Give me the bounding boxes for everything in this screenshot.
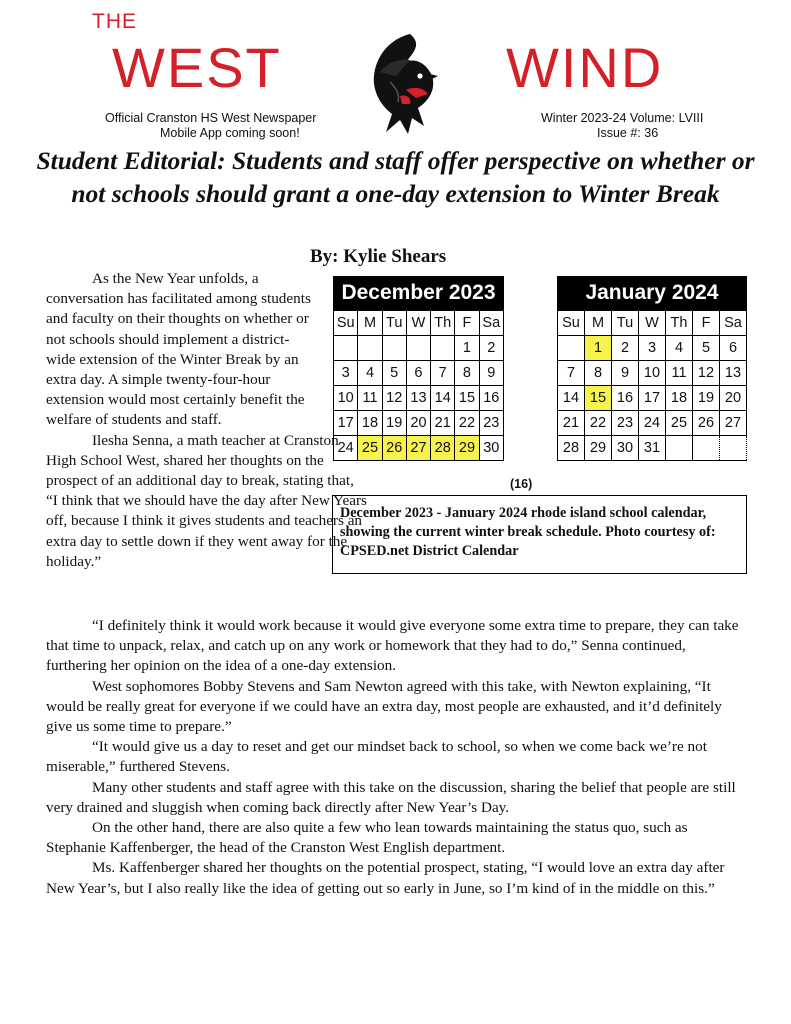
calendar-day-cell: 23 [479,411,503,436]
calendar-day-cell [334,336,358,361]
calendar-day-header: Su [334,311,358,336]
calendar-day-cell: 10 [639,361,666,386]
calendar-day-cell: 27 [720,411,747,436]
calendar-day-cell: 30 [479,436,503,461]
calendar-day-cell: 18 [666,386,693,411]
calendar-day-cell: 14 [558,386,585,411]
calendar-day-cell: 7 [558,361,585,386]
january-calendar-grid [557,310,747,461]
calendar-day-header: Tu [612,311,639,336]
calendar-day-cell: 22 [585,411,612,436]
calendar-day-cell: 15 [455,386,479,411]
calendar-day-cell: 10 [334,386,358,411]
calendar-day-cell: 6 [406,361,430,386]
calendar-day-cell [666,436,693,461]
calendar-day-header: F [455,311,479,336]
january-calendar [557,276,747,461]
calendar-day-cell: 7 [431,361,455,386]
article-body [46,616,750,899]
calendar-day-cell: 16 [479,386,503,411]
calendar-day-header: Th [431,311,455,336]
calendar-day-cell: 28 [558,436,585,461]
calendar-day-cell: 12 [382,386,406,411]
december-calendar-title: December 2023 [333,276,504,310]
calendar-day-cell: 17 [639,386,666,411]
calendar-day-header: Sa [720,311,747,336]
masthead-subtitle-left-1: Official Cranston HS West Newspaper [105,111,317,125]
calendar-day-cell: 5 [693,336,720,361]
calendar-day-cell: 3 [334,361,358,386]
calendar-day-cell: 11 [666,361,693,386]
calendar-day-header: F [693,311,720,336]
calendar-day-cell [358,336,382,361]
calendar-day-cell: 30 [612,436,639,461]
calendar-day-header: Th [666,311,693,336]
calendar-day-cell: 23 [612,411,639,436]
calendar-day-cell: 16 [612,386,639,411]
calendar-day-cell: 27 [406,436,430,461]
masthead-subtitle-right-2: Issue #: 36 [597,126,659,140]
calendar-day-cell [382,336,406,361]
calendar-day-cell [693,436,720,461]
calendar-day-header: W [639,311,666,336]
masthead-west: WEST [112,36,282,99]
calendar-day-cell: 25 [358,436,382,461]
calendar-day-cell: 24 [334,436,358,461]
calendar-day-header: Tu [382,311,406,336]
calendar-day-header: M [585,311,612,336]
masthead-subtitle-left-2: Mobile App coming soon! [160,126,300,140]
calendar-day-header: M [358,311,382,336]
calendar-day-cell [431,336,455,361]
calendar-day-cell: 29 [585,436,612,461]
calendar-day-cell: 29 [455,436,479,461]
article-paragraph: Ms. Kaffenberger shared her thoughts on the potential prospect, stating, “I would love an extra day after New Year’s, but I also really like the idea of getting out so early in June, so I’m kind of in the middle on this.” [46,859,725,897]
december-calendar-note: (16) [510,477,533,491]
calendar-day-cell: 1 [455,336,479,361]
article-paragraph: West sophomores Bobby Stevens and Sam Newton agreed with this take, with Newton explaining, “It would be really great for everyone if we could have an extra day, most people are exhausted, and it’d definitely give us some time to prepare.” [46,677,722,736]
calendar-day-cell: 11 [358,386,382,411]
calendar-day-cell: 12 [693,361,720,386]
calendar-day-cell: 18 [358,411,382,436]
calendar-day-cell: 20 [720,386,747,411]
calendar-day-cell: 1 [585,336,612,361]
calendar-day-cell: 14 [431,386,455,411]
article-paragraph: Ilesha Senna, a math teacher at Cranston High School West, shared her thoughts on the prospect of an additional day to break, stating that, “I think that we should have the day after New Years off, because I think it gives students and teachers an extra day to settle down if they went away for the holiday.” [46,431,367,570]
january-calendar-title: January 2024 [557,276,747,310]
calendar-day-cell: 19 [693,386,720,411]
calendar-day-cell: 4 [666,336,693,361]
calendar-day-cell: 26 [382,436,406,461]
calendar-day-cell: 22 [455,411,479,436]
calendar-day-cell: 19 [382,411,406,436]
calendar-day-cell: 2 [612,336,639,361]
calendar-day-cell: 24 [639,411,666,436]
article-paragraph: “It would give us a day to reset and get our mindset back to school, so when we come back we’re not miserable,” furthered Stevens. [46,738,707,776]
hawk-logo-icon [366,32,446,136]
calendar-day-cell: 26 [693,411,720,436]
calendar-day-cell: 8 [455,361,479,386]
calendar-day-cell: 5 [382,361,406,386]
calendar-day-cell: 31 [639,436,666,461]
calendar-day-cell: 8 [585,361,612,386]
masthead-wind: WIND [506,36,664,99]
masthead-the: THE [92,10,137,33]
calendar-day-cell: 13 [720,361,747,386]
article-byline: By: Kylie Shears [310,246,447,267]
calendar-day-cell: 4 [358,361,382,386]
calendar-day-cell: 25 [666,411,693,436]
calendar-day-cell: 9 [479,361,503,386]
calendar-day-header: W [406,311,430,336]
calendar-day-cell: 17 [334,411,358,436]
article-paragraph: On the other hand, there are also quite a few who lean towards maintaining the status quo, such as Stephanie Kaffenberger, the head of the Cranston West English department. [46,819,688,857]
december-calendar [333,276,504,461]
calendar-day-cell: 3 [639,336,666,361]
calendar-day-cell: 28 [431,436,455,461]
calendar-day-cell [720,436,747,461]
calendar-day-cell: 21 [558,411,585,436]
calendar-day-cell: 15 [585,386,612,411]
article-headline: Student Editorial: Students and staff offer perspective on whether or not schools should grant a one-day extension to Winter Break [36,146,755,208]
calendar-day-cell: 6 [720,336,747,361]
article-paragraph: As the New Year unfolds, a conversation has facilitated among students and faculty on their thoughts on whether or not schools should implement a district-wide extension of the Winter Break by an extra day. A simple twenty-four-hour extension would most certainly benefit the welfare of students and staff. [46,270,311,429]
calendar-day-cell: 20 [406,411,430,436]
calendar-day-cell: 2 [479,336,503,361]
calendar-day-cell [558,336,585,361]
december-calendar-grid [333,310,504,461]
calendar-day-cell: 13 [406,386,430,411]
calendar-day-cell: 21 [431,411,455,436]
article-paragraph: Many other students and staff agree with this take on the discussion, sharing the belief that people are still very drained and sluggish when coming back directly after New Year’s Day. [46,778,736,816]
article-paragraph: “I definitely think it would work because it would give everyone some extra time to prepare, they can take that time to unpack, relax, and catch up on any work or homework that they had to do,” Senna continued, furthering her opinion on the idea of a one-day extension. [46,617,739,675]
calendar-caption: December 2023 - January 2024 rhode island school calendar, showing the current winter break schedule. Photo courtesy of: CPSED.net District Calendar [332,495,747,574]
calendar-day-cell: 9 [612,361,639,386]
calendar-day-header: Su [558,311,585,336]
calendar-day-cell [406,336,430,361]
masthead-subtitle-right-1: Winter 2023-24 Volume: LVIII [541,111,704,125]
calendar-day-header: Sa [479,311,503,336]
